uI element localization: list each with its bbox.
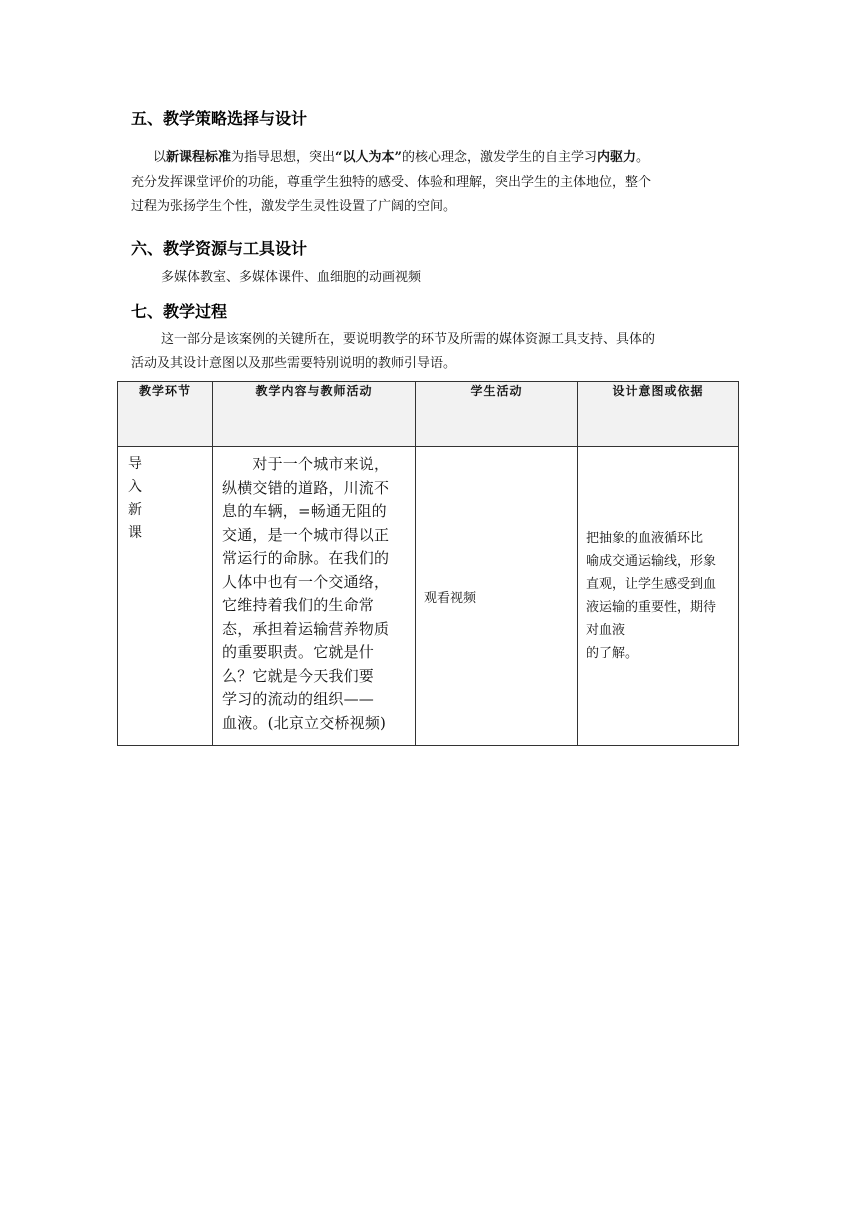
design-intent-cell: [578, 447, 739, 746]
bold-run: 内驱力: [597, 150, 637, 165]
intent-line: 喻成交通运输线，形象: [586, 554, 717, 569]
section-6-text: 多媒体教室、多媒体课件、血细胞的动画视频: [161, 270, 422, 285]
text-run: 的核心理念，激发学生的自主学习: [402, 150, 598, 165]
section-7-heading: 七、教学过程: [131, 302, 228, 321]
content-line: 息的车辆，=畅通无阻的: [222, 502, 387, 520]
content-line: 对于一个城市来说，: [222, 455, 390, 473]
section-7-line-1: 这一部分是该案例的关键所在，要说明教学的环节及所需的媒体资源工具支持、具体的: [161, 332, 656, 347]
student-activity-cell: 观看视频: [416, 447, 578, 746]
text-run: 。: [636, 150, 650, 165]
stage-char: 入: [128, 479, 142, 495]
content-line: 常运行的命脉。在我们的: [222, 549, 390, 567]
table-header-row: [118, 382, 739, 447]
section-7-line-2: 活动及其设计意图以及那些需要特别说明的教师引导语。: [131, 356, 457, 371]
table-row: [118, 447, 739, 746]
content-line: 学习的流动的组织——: [222, 690, 375, 708]
content-line: 交通，是一个城市得以正: [222, 525, 390, 544]
stage-cell: [118, 447, 213, 746]
section-5-heading: 五、教学策略选择与设计: [131, 109, 308, 128]
section-5-line-2: 充分发挥课堂评价的功能，尊重学生独特的感受、体验和理解，突出学生的主体地位，整个: [131, 175, 652, 190]
stage-char: 新: [128, 502, 142, 518]
content-line: 血液。(北京立交桥视频): [222, 713, 387, 732]
intent-line: 对血液: [586, 623, 626, 638]
content-line: 纵横交错的道路，川流不: [222, 478, 390, 497]
text-run: 为指导思想，突出: [231, 150, 336, 165]
header-student-activity: 学生活动: [416, 382, 578, 447]
bold-run: 新课程标准: [166, 150, 232, 165]
content-line: 人体中也有一个交通络，: [222, 572, 390, 591]
text-run: 以: [153, 150, 167, 165]
bold-run: “以人为本”: [335, 150, 403, 165]
content-cell: [213, 447, 416, 746]
header-content: 教学内容与教师活动: [213, 382, 416, 447]
content-line: 它维持着我们的生命常: [222, 596, 375, 614]
teaching-process-table: [117, 381, 739, 746]
intent-line: 直观，让学生感受到血: [586, 577, 717, 592]
header-stage: 教学环节: [118, 382, 213, 447]
intent-line: 的了解。: [586, 646, 639, 661]
section-6-heading: 六、教学资源与工具设计: [131, 239, 308, 258]
content-line: 么？它就是今天我们要: [222, 666, 375, 685]
content-line: 态，承担着运输营养物质: [222, 619, 390, 638]
intent-line: 把抽象的血液循环比: [586, 531, 704, 546]
section-5-line-1: [153, 146, 649, 170]
header-design-intent: 设计意图或依据: [578, 382, 739, 447]
stage-char: 课: [128, 525, 142, 541]
content-line: 的重要职责。它就是什: [222, 643, 375, 661]
intent-line: 液运输的重要性，期待: [586, 600, 717, 615]
section-5-line-3: 过程为张扬学生个性，激发学生灵性设置了广阔的空间。: [131, 199, 457, 214]
stage-char: 导: [128, 456, 142, 472]
